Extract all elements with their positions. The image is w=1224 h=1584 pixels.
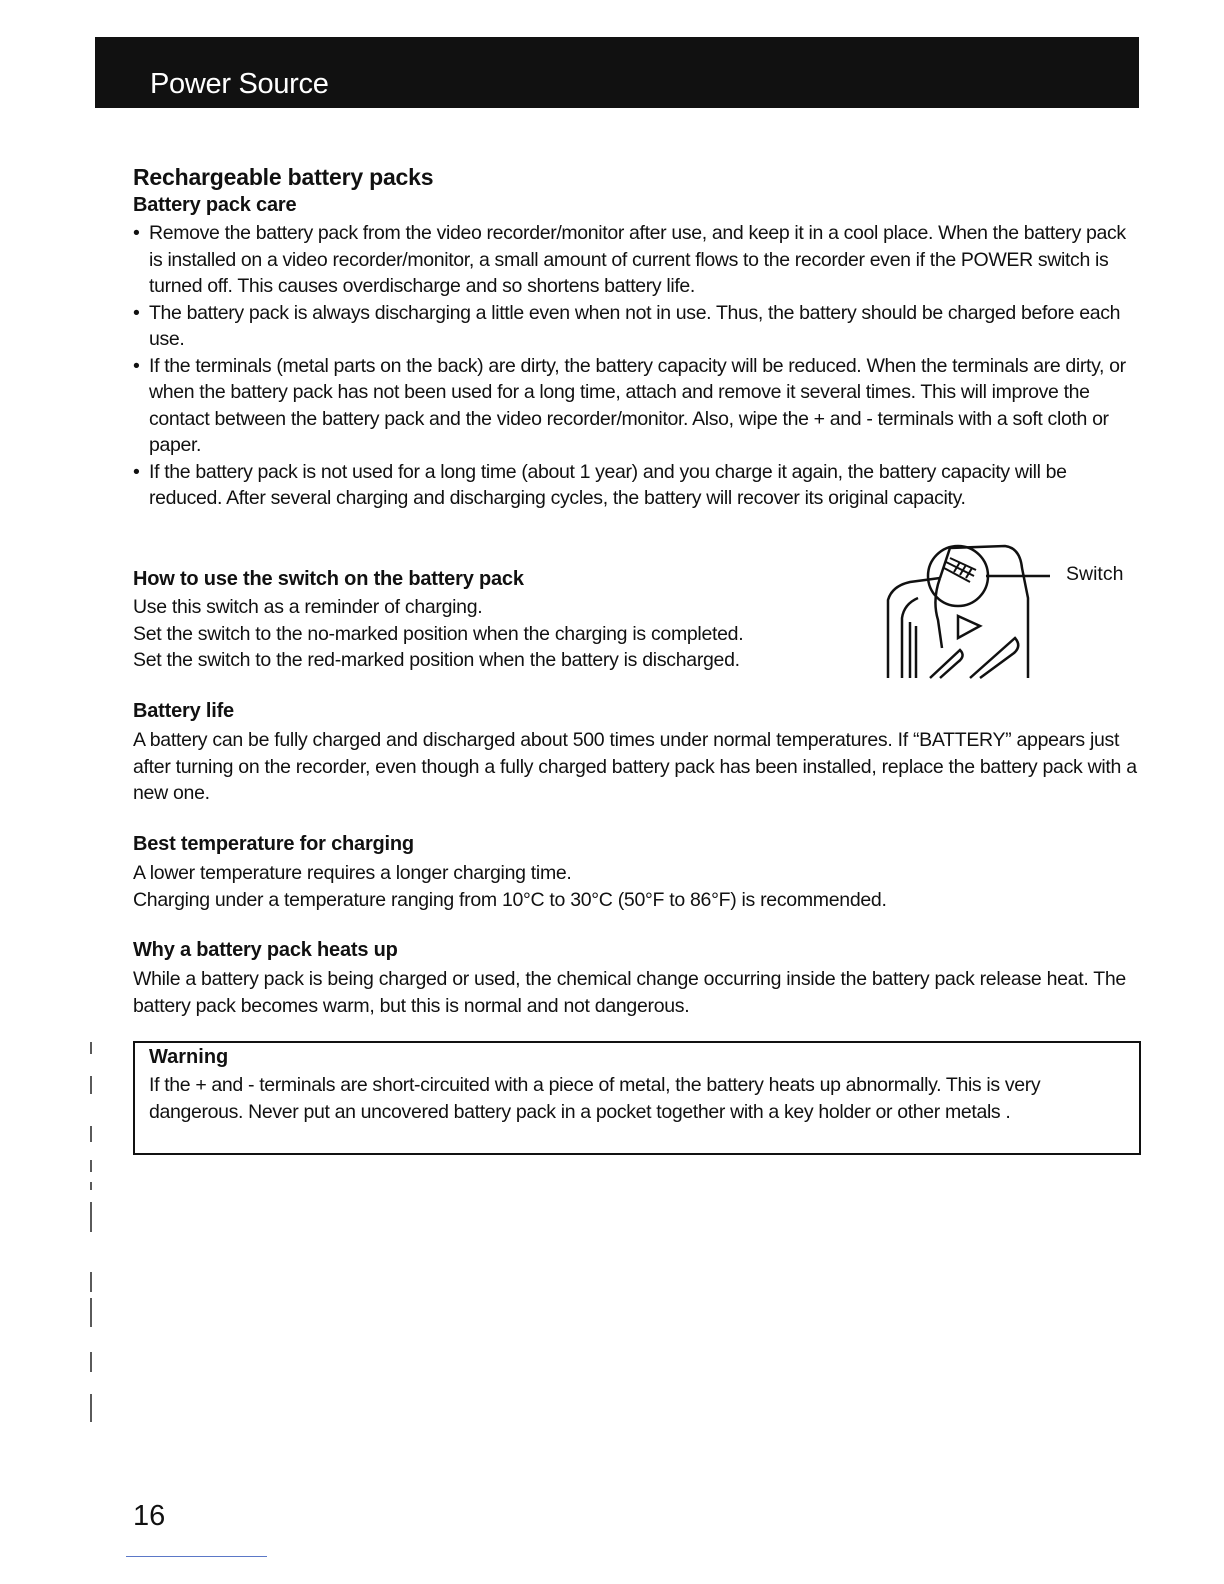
temperature-line: Charging under a temperature ranging from 10°C to 30°C (50°F to 86°F) is recommended. xyxy=(133,888,887,911)
section-header-title: Power Source xyxy=(150,68,329,100)
heat-heading: Why a battery pack heats up xyxy=(133,939,398,961)
section-header-bar xyxy=(95,37,1139,108)
warning-title: Warning xyxy=(149,1046,229,1068)
temperature-line: A lower temperature requires a longer charging time. xyxy=(133,862,572,884)
section-title: Rechargeable battery packs xyxy=(133,164,434,190)
margin-scan-marks xyxy=(89,1042,93,1442)
switch-line: Set the switch to the red-marked position when the battery is discharged. xyxy=(133,649,740,671)
footer-rule xyxy=(126,1556,267,1557)
list-item: • If the terminals (metal parts on the back) are dirty, the battery capacity will be reduced. When the terminals are dirty, or when the battery pack has not been used for a long time, attach and remove it several times. This will improve the contact between the battery pack and the video recorder/monitor. Also, wipe the + and - terminals with a soft cloth or paper. xyxy=(133,353,1143,459)
care-heading: Battery pack care xyxy=(133,194,297,216)
switch-callout-label: Switch xyxy=(1066,563,1124,585)
battery-switch-illustration xyxy=(880,538,1050,683)
temperature-heading: Best temperature for charging xyxy=(133,833,414,855)
switch-line: Use this switch as a reminder of charging. xyxy=(133,596,483,618)
battery-life-heading: Battery life xyxy=(133,700,234,722)
page-number: 16 xyxy=(133,1500,166,1532)
list-item: • The battery pack is always discharging a little even when not in use. Thus, the battery should be charged before each use. xyxy=(133,300,1143,353)
list-item: • Remove the battery pack from the video recorder/monitor after use, and keep it in a cool place. When the battery pack is installed on a video recorder/monitor, a small amount of current flows to the recorder even if the POWER switch is turned off. This causes overdischarge and so shortens battery life. xyxy=(133,220,1143,300)
heat-text: While a battery pack is being charged or used, the chemical change occurring inside the battery pack release heat. The battery pack becomes warm, but this is normal and not dangerous. xyxy=(133,968,1126,1017)
warning-text: If the + and - terminals are short-circuited with a piece of metal, the battery heats up abnormally. This is very dangerous. Never put an uncovered battery pack in a pocket together with a key holder or other metals . xyxy=(149,1074,1041,1123)
switch-line: Set the switch to the no-marked position when the charging is completed. xyxy=(133,622,744,645)
warning-box xyxy=(133,1041,1141,1155)
battery-life-text: A battery can be fully charged and discharged about 500 times under normal temperatures. If “BATTERY” appears just after turning on the recorder, even though a fully charged battery pack has been installed, replace the battery pack with a new one. xyxy=(133,729,1137,804)
temperature-text xyxy=(133,860,1143,913)
care-bullet-list xyxy=(133,220,1143,512)
switch-instructions xyxy=(133,594,863,674)
switch-heading: How to use the switch on the battery pack xyxy=(133,568,524,590)
list-item: • If the battery pack is not used for a long time (about 1 year) and you charge it again, the battery capacity will be reduced. After several charging and discharging cycles, the battery will recover its original capacity. xyxy=(133,459,1143,512)
